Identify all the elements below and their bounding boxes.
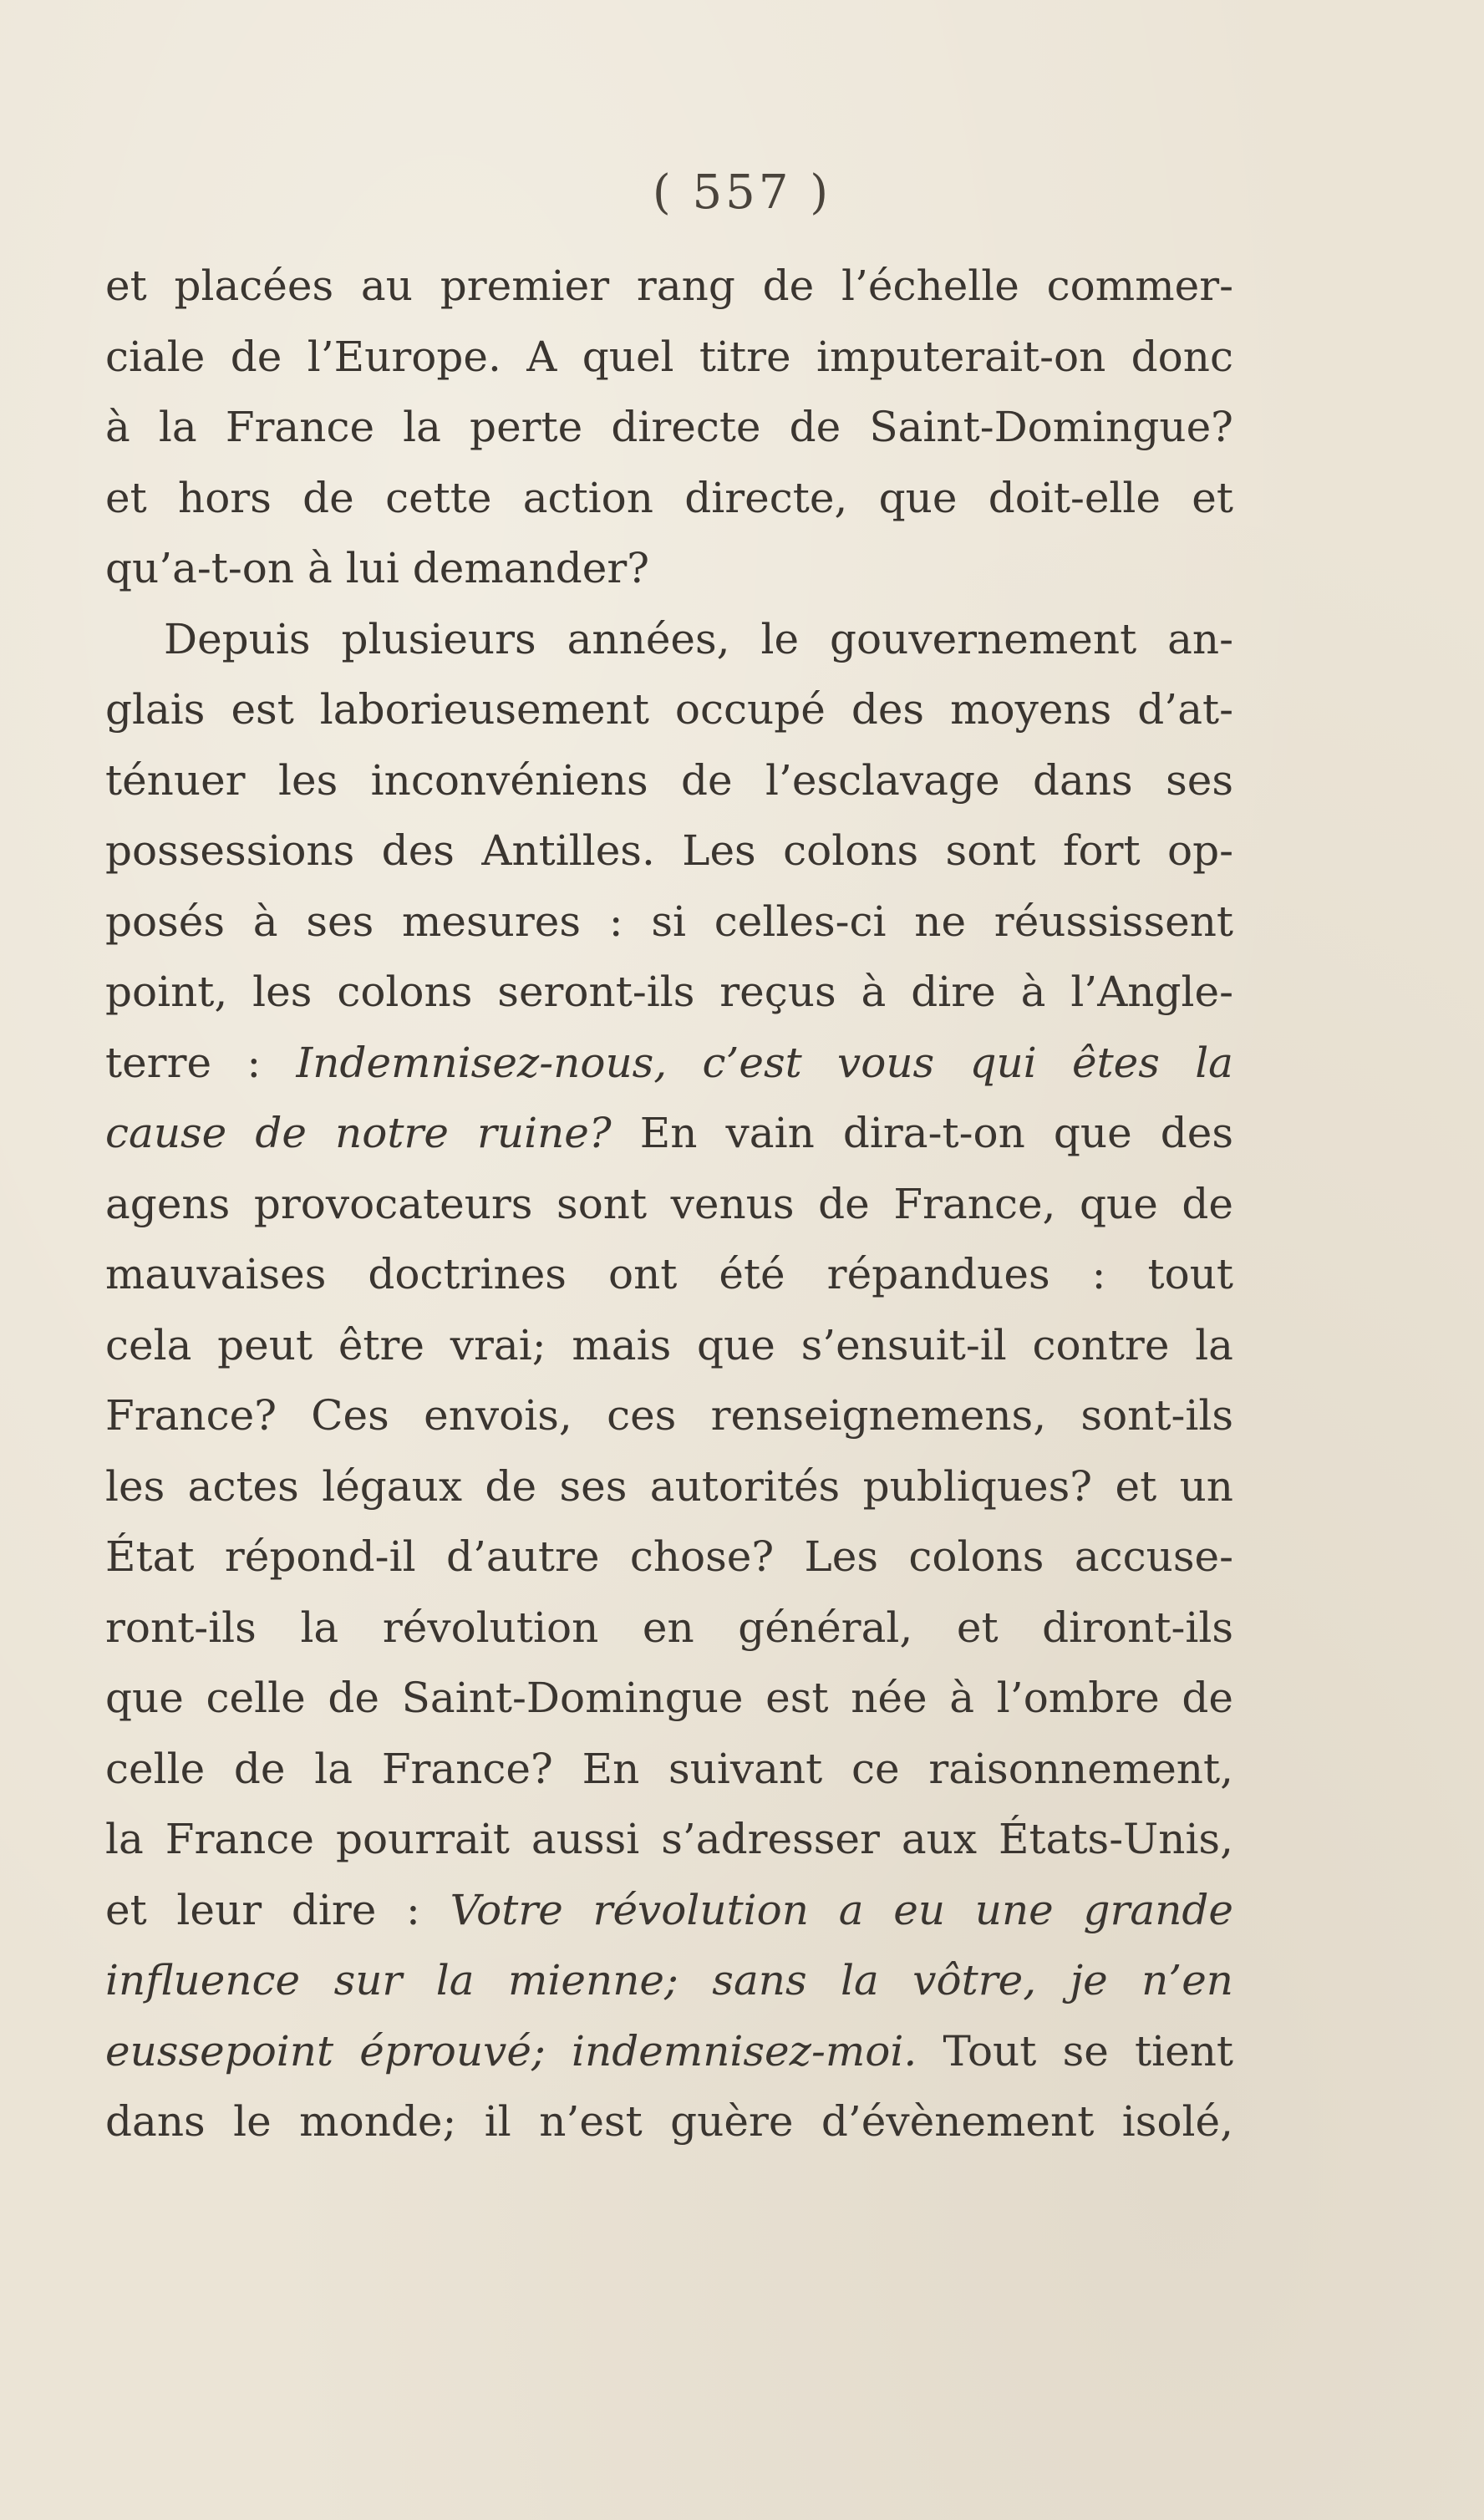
text-line [105, 887, 1233, 958]
text-line [105, 604, 1233, 675]
text-run: celle de la France? En suivant ce raisonnement, [105, 1744, 1233, 1793]
text-line [105, 1734, 1233, 1805]
text-line [105, 1804, 1233, 1875]
text-run: En vain dira-t-on que des [611, 1109, 1233, 1157]
text-line [105, 2086, 1233, 2157]
text-run: à la France la perte directe de Saint-Domingue? [105, 403, 1233, 451]
text-run: possessions des Antilles. Les colons sont fort op- [105, 826, 1233, 875]
body-text [105, 251, 1233, 2157]
text-run: terre : [105, 1038, 297, 1087]
text-line [105, 957, 1233, 1028]
text-line [105, 815, 1233, 887]
text-line [105, 1451, 1233, 1522]
text-line [105, 745, 1233, 816]
text-line [105, 1945, 1233, 2016]
italic-text-run: eussepoint éprouvé; indemnisez-moi. [105, 2026, 917, 2075]
italic-text-run: cause de notre ruine? [105, 1109, 612, 1157]
text-run: point, les colons seront-ils reçus à dire à l’Angle- [105, 968, 1233, 1016]
text-line [105, 322, 1233, 393]
text-run: dans le monde; il n’est guère d’évènement isolé, [105, 2097, 1233, 2146]
text-run: que celle de Saint-Domingue est née à l’ombre de [105, 1674, 1233, 1722]
text-run: ront-ils la révolution en général, et diront-ils [105, 1603, 1233, 1652]
italic-text-run: influence sur la mienne; sans la vôtre, je n’en [105, 1956, 1233, 2004]
text-run: qu’a-t-on à lui demander? [105, 544, 650, 592]
italic-text-run: Indemnisez-nous, c’est vous qui êtes la [296, 1038, 1233, 1087]
text-line [105, 1663, 1233, 1734]
text-run: et placées au premier rang de l’échelle commer- [105, 262, 1233, 310]
text-line [105, 392, 1233, 463]
text-run: ténuer les inconvéniens de l’esclavage dans ses [105, 755, 1233, 805]
text-line [105, 2016, 1233, 2087]
text-line [105, 1875, 1233, 1946]
text-line [105, 533, 1233, 604]
text-line [105, 1310, 1233, 1381]
text-run: cela peut être vrai; mais que s’ensuit-il contre la [105, 1320, 1233, 1369]
text-run: mauvaises doctrines ont été répandues : tout [105, 1250, 1233, 1298]
text-line [105, 1593, 1233, 1664]
text-line [105, 1098, 1233, 1169]
text-run: France? Ces envois, ces renseignemens, sont-ils [105, 1391, 1233, 1440]
text-run: Depuis plusieurs années, le gouvernement an- [164, 614, 1233, 663]
text-run: Tout se tient [917, 2026, 1233, 2075]
text-line [105, 1028, 1233, 1099]
text-run: glais est laborieusement occupé des moyens d’at- [105, 685, 1233, 734]
text-run: posés à ses mesures : si celles-ci ne réussissent [105, 897, 1233, 946]
text-run: la France pourrait aussi s’adresser aux États-Unis, [105, 1815, 1233, 1863]
text-run: et hors de cette action directe, que doit-elle et [105, 473, 1233, 522]
text-line [105, 463, 1233, 534]
text-line [105, 1522, 1233, 1593]
page-number: ( 557 ) [652, 165, 832, 220]
text-line [105, 1380, 1233, 1451]
text-line [105, 251, 1233, 322]
text-run: et leur dire : [105, 1885, 450, 1934]
text-run: ciale de l’Europe. A quel titre imputerait-on donc [105, 332, 1233, 381]
text-line [105, 1169, 1233, 1240]
text-run: agens provocateurs sont venus de France, que de [105, 1179, 1233, 1228]
text-run: État répond-il d’autre chose? Les colons accuse- [105, 1532, 1233, 1581]
text-line [105, 674, 1233, 745]
italic-text-run: Votre révolution a eu une grande [450, 1885, 1233, 1934]
text-run: les actes légaux de ses autorités publiques? et un [105, 1461, 1233, 1511]
text-line [105, 1239, 1233, 1310]
